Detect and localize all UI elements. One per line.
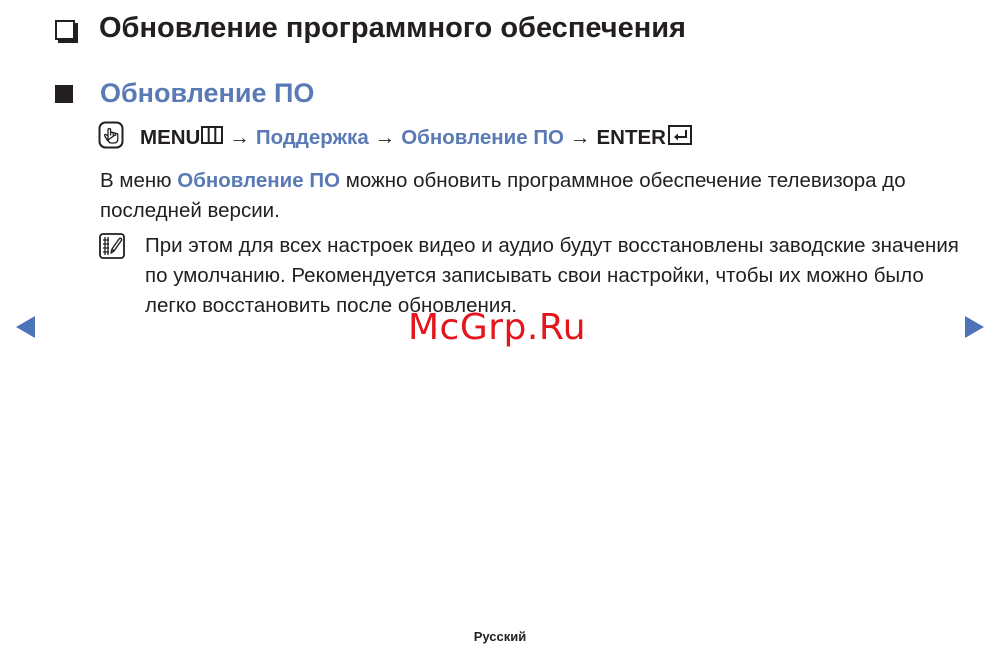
footer-language: Русский xyxy=(473,629,527,644)
description-paragraph xyxy=(100,166,920,226)
note-text: При этом для всех настроек видео и аудио будут восстановлены заводские значения по умолчанию. Рекомендуется записывать свои настройки, чтобы их можно было легко восстановить после обновления. xyxy=(145,234,959,317)
paragraph-highlight: Обновление ПО xyxy=(177,169,341,192)
paragraph-text-before: В меню xyxy=(100,169,178,192)
menu-step-support: Поддержка xyxy=(255,126,369,149)
page-title: Обновление программного обеспечения xyxy=(99,12,686,44)
path-arrow: → xyxy=(374,126,396,149)
note-icon xyxy=(99,233,125,264)
subsection-bullet-icon xyxy=(55,85,73,103)
triangle-right-icon[interactable] xyxy=(965,316,984,338)
watermark: McGrp.Ru xyxy=(408,307,587,348)
paragraph-text-after: можно обновить программное обеспечение телевизора до последней версии. xyxy=(100,169,906,222)
enter-icon xyxy=(668,125,692,151)
menu-grid-icon xyxy=(201,126,223,150)
om-button-icon xyxy=(98,121,124,155)
menu-path xyxy=(98,122,692,154)
path-arrow: → xyxy=(570,126,591,149)
menu-step-update: Обновление ПО xyxy=(401,126,564,149)
enter-label: ENTER xyxy=(596,126,666,149)
path-arrow: → xyxy=(229,126,250,149)
triangle-left-icon[interactable] xyxy=(16,316,35,338)
menu-label: MENU xyxy=(140,126,201,149)
subsection-title: Обновление ПО xyxy=(100,78,315,108)
section-checkbox-icon xyxy=(55,20,75,40)
